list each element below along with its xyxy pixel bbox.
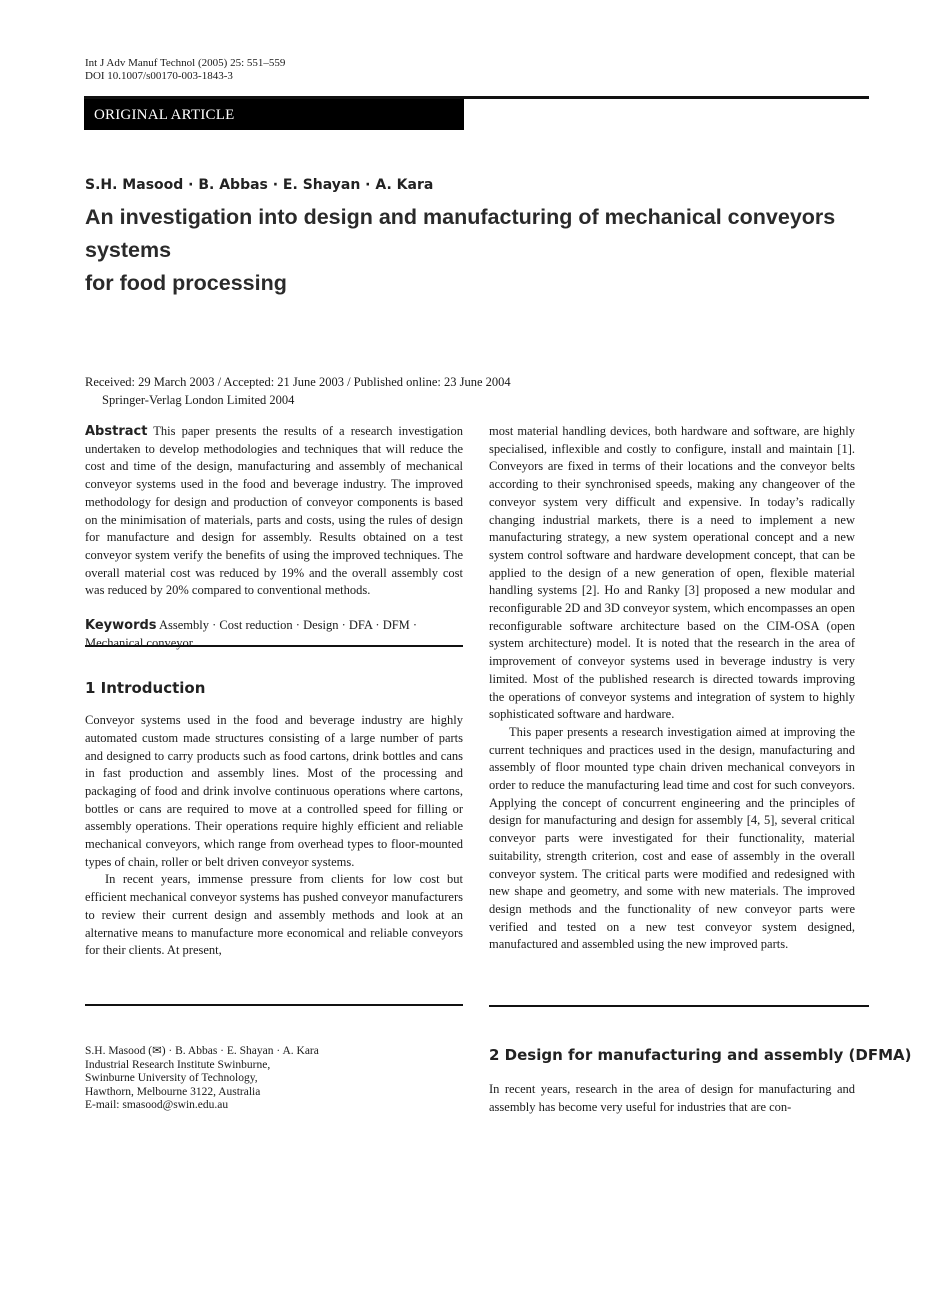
right-paragraph-2: This paper presents a research investigation aimed at improving the current techniques and practices used in the design, manufacturing and assembly of floor mounted type chain driven mechanical conveyors in order to reduce the manufacturing lead time and cost for such conveyors. Applying the concept of concurrent engineering and the principles of design for manufacturing and design for assembly [4, 5], several critical conveyor parts were investigated for their functionality, material suitability, strength criterion, cost and ease of assembly in the overall conveyor system. The critical parts were modified and redesigned with new shape and geometry, and some with new materials. The improved design methods and the functionality of new conveyor parts were verified and tested on a new test conveyor system designed, manufactured and assembled using the new improved parts. [489,724,855,952]
section-2-paragraph: In recent years, research in the area of design for manufacturing and assembly has become very useful for industries that are con- [489,1082,855,1114]
left-column [85,423,463,960]
author-list: S.H. Masood · B. Abbas · E. Shayan · A. Kara [85,177,434,193]
intro-paragraph-2: In recent years, immense pressure from clients for low cost but efficient mechanical conveyor systems has pushed conveyor manufacturers to review their current design and assembly methods and look at an alternative means to manufacture more economical and reliable conveyors for their clients. At present, [85,872,463,958]
keywords-heading: Keywords [85,618,157,634]
right-column-rule [489,1005,869,1007]
abstract-text: This paper presents the results of a research investigation undertaken to develop methodologies and techniques that will reduce the cost and time of the design, manufacturing and assembly of mechanical conveyor systems used in the food and beverage industry. The improved methodology for design and production of conveyor components is based on the minimisation of materials, parts and costs, using the rules of design for manufacture and design for assembly. Results obtained on a test conveyor system verify the benefits of using the improved techniques. The overall material cost was reduced by 19% and the overall assembly cost was reduced by 20% compared to conventional methods. [85,424,463,598]
article-type-banner: ORIGINAL ARTICLE [84,99,464,130]
section-2-text [489,1081,855,1116]
section-2-heading: 2 Design for manufacturing and assembly (DFMA) [489,1046,912,1064]
title-line: for food processing [85,271,287,295]
intro-paragraph-1: Conveyor systems used in the food and beverage industry are highly automated custom made structures consisting of a large number of parts and designed to carry products such as food cartons, drink bottles and cans in fast production and assembly lines. Most of the processing and packaging of food and drink involve continuous operations where cartons, bottles or cans are required to move at a controlled speed for filling or assembly operations. Their operations require highly efficient and reliable mechanical conveyors, which range from overhead types to floor-mounted types of chain, roller or belt driven conveyor systems. [85,713,463,869]
publication-dates [85,373,511,409]
received-line: Received: 29 March 2003 / Accepted: 21 June 2003 / Published online: 23 June 2004 [85,375,511,389]
right-paragraph-1: most material handling devices, both hardware and software, are highly specialised, inflexible and costly to configure, install and maintain [1]. Conveyors are fixed in terms of their locations and the conveyor belts according to their synchronised speeds, making any changeover of the conveyor system very difficult and expensive. In today’s radically changing industrial markets, there is a need to implement a new manufacturing strategy, a new system operational concept and a new system control software and hardware development concept, that can be applied to the design of a new generation of open, flexible material handling systems [2]. Ho and Ranky [3] proposed a new modular and reconfigurable 2D and 3D conveyor system, which encompasses an open reconfigurable software architecture based on the CIM-OSA (open system architecture) model. It is noted that the research in the area of improvement of conveyor systems used in beverage industry is very limited. Most of the published research is directed towards improving the operations of conveyor systems and integration of system to highly sophisticated software and hardware. [489,424,855,722]
footnote-address: Hawthorn, Melbourne 3122, Australia [85,1085,261,1098]
journal-citation [85,57,285,83]
left-column-rule [85,1004,463,1006]
journal-line: Int J Adv Manuf Technol (2005) 25: 551–559 [85,57,286,69]
footnote-email: E-mail: smasood@swin.edu.au [85,1099,229,1111]
copyright-line: Springer-Verlag London Limited 2004 [102,393,295,407]
doi-line: DOI 10.1007/s00170-003-1843-3 [85,70,233,82]
introduction-heading: 1 Introduction [85,679,206,698]
abstract-heading: Abstract [85,424,148,439]
paper-title [85,201,915,300]
title-line: systems [85,238,172,262]
footnote-university: Swinburne University of Technology, [85,1072,258,1084]
footnote-authors: S.H. Masood (✉) · B. Abbas · E. Shayan · A. Kara [85,1045,319,1057]
keywords-text: Assembly · Cost reduction · Design · DFA · DFM · Mechanical conveyor [85,618,418,650]
title-line: An investigation into design and manufacturing of mechanical conveyors [85,205,836,229]
author-affiliation-footnote [85,1045,319,1113]
right-column [489,423,855,954]
footnote-institute: Industrial Research Institute Swinburne, [85,1058,271,1071]
abstract [85,423,463,600]
